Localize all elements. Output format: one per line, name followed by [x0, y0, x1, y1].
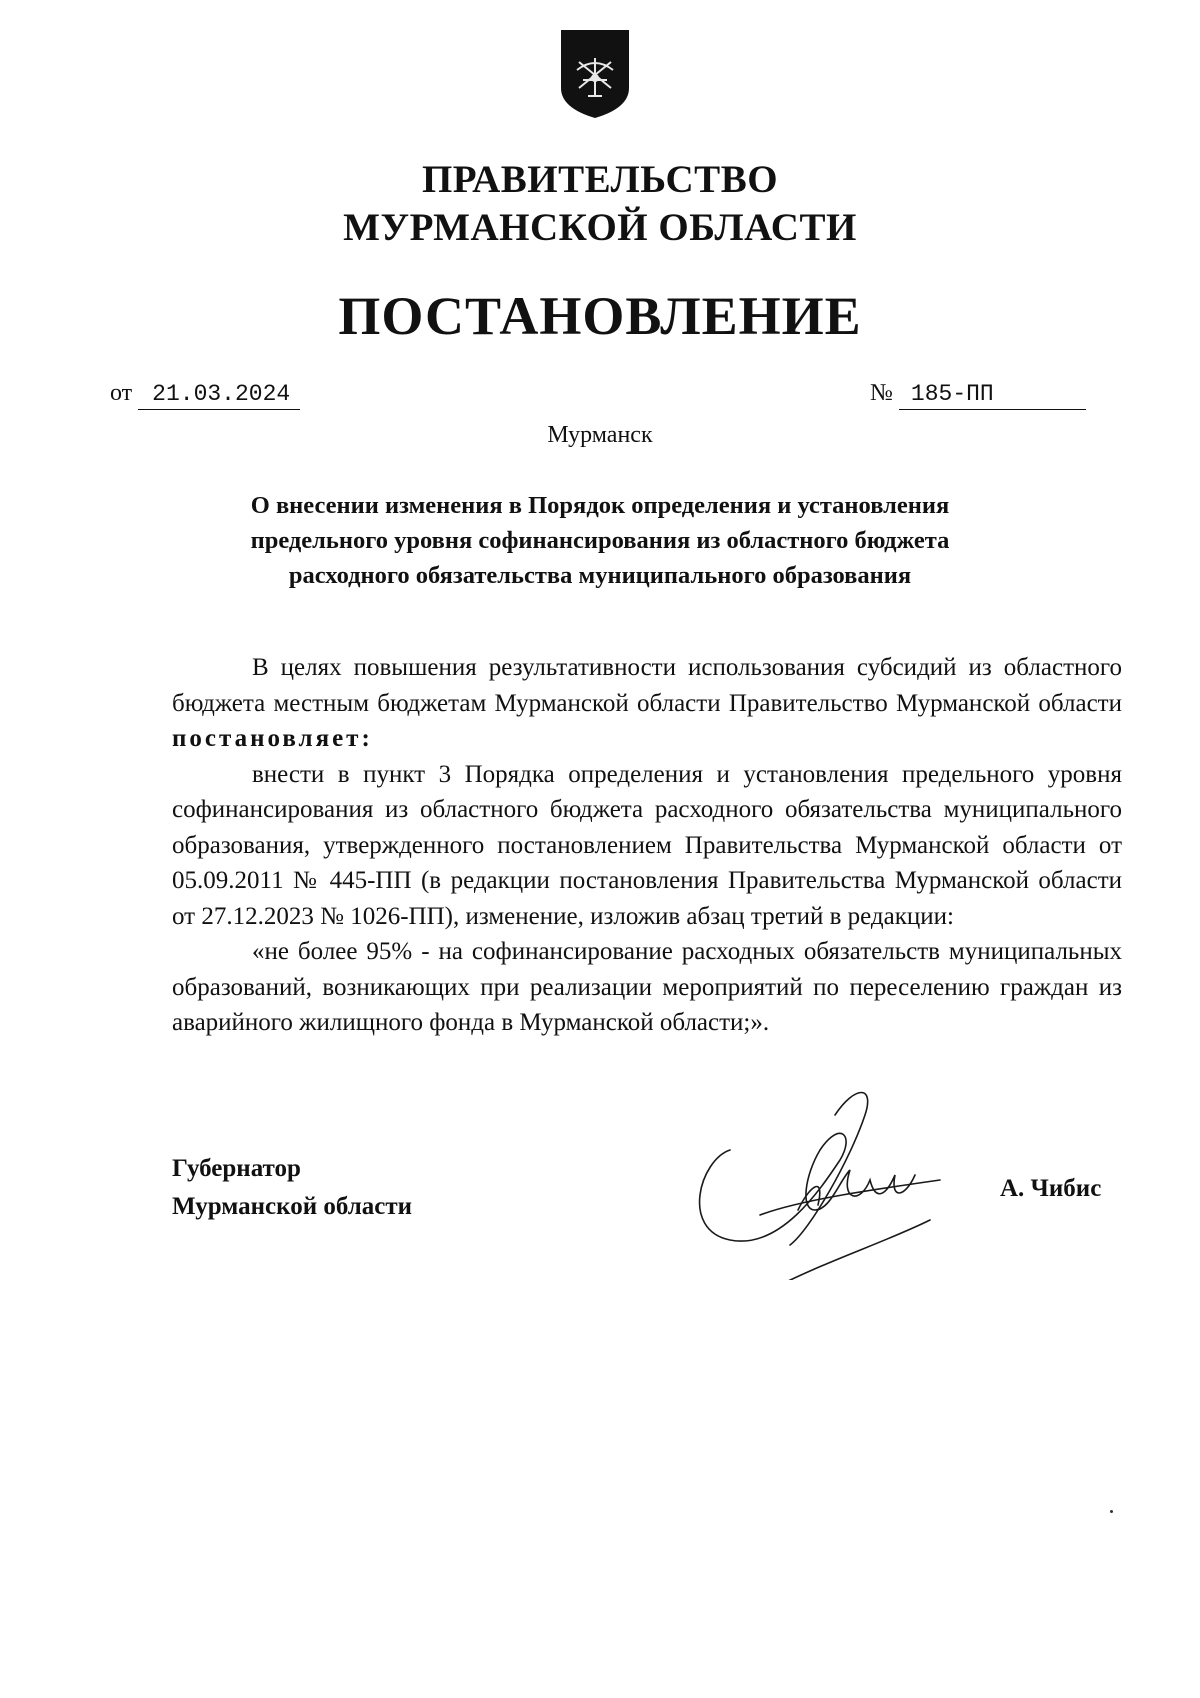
- coat-of-arms-icon: [555, 22, 635, 122]
- subject-line: расходного обязательства муниципального образования: [288, 562, 912, 589]
- city-name: Мурманск: [547, 422, 653, 448]
- subject-line: предельного уровня софинансирования из областного бюджета: [250, 527, 950, 554]
- subject-line: О внесении изменения в Порядок определения и установления: [250, 492, 950, 519]
- government-title: ПРАВИТЕЛЬСТВО: [421, 158, 779, 201]
- body-paragraph-1: [172, 650, 1122, 757]
- body-paragraph-2: внести в пункт 3 Порядка определения и установления предельного уровня софинансирования из областного бюджета расходного обязательства муниципального образования, утвержденного постановлением Правительства Мурманской области от 05.09.2011 № 445-ПП (в редакции постановления Правительства Мурманской области от 27.12.2023 № 1026-ПП), изменение, изложив абзац третий в редакции:: [172, 760, 1122, 930]
- handwritten-signature: [690, 1080, 950, 1280]
- signatory-region: Мурманской области: [172, 1193, 413, 1220]
- scan-speck: [1110, 1510, 1113, 1513]
- document-subject: [180, 488, 1020, 593]
- document-type-title: ПОСТАНОВЛЕНИЕ: [338, 286, 862, 346]
- signatory-name: А. Чибис: [1000, 1175, 1102, 1202]
- signatory-position: Губернатор: [172, 1155, 301, 1182]
- body-paragraph-3: «не более 95% - на софинансирование расходных обязательств муниципальных образований, возникающих при реализации мероприятий по переселению граждан из аварийного жилищного фонда в Мурманской области;».: [172, 938, 1122, 1036]
- preamble-text: В целях повышения результативности использования субсидий из областного бюджета местным бюджетам Мурманской области Правительство Мурманской области: [172, 654, 1122, 717]
- date-prefix: от: [110, 380, 133, 406]
- number-line: [870, 378, 1086, 410]
- government-region: МУРМАНСКОЙ ОБЛАСТИ: [343, 206, 857, 249]
- signatory-title: [172, 1150, 412, 1226]
- decree-word: постановляет:: [172, 725, 373, 752]
- number-prefix: №: [870, 380, 893, 406]
- document-date: 21.03.2024: [138, 379, 300, 410]
- document-body: [172, 650, 1122, 1041]
- document-number: 185-ПП: [899, 379, 1086, 410]
- date-line: [110, 378, 300, 410]
